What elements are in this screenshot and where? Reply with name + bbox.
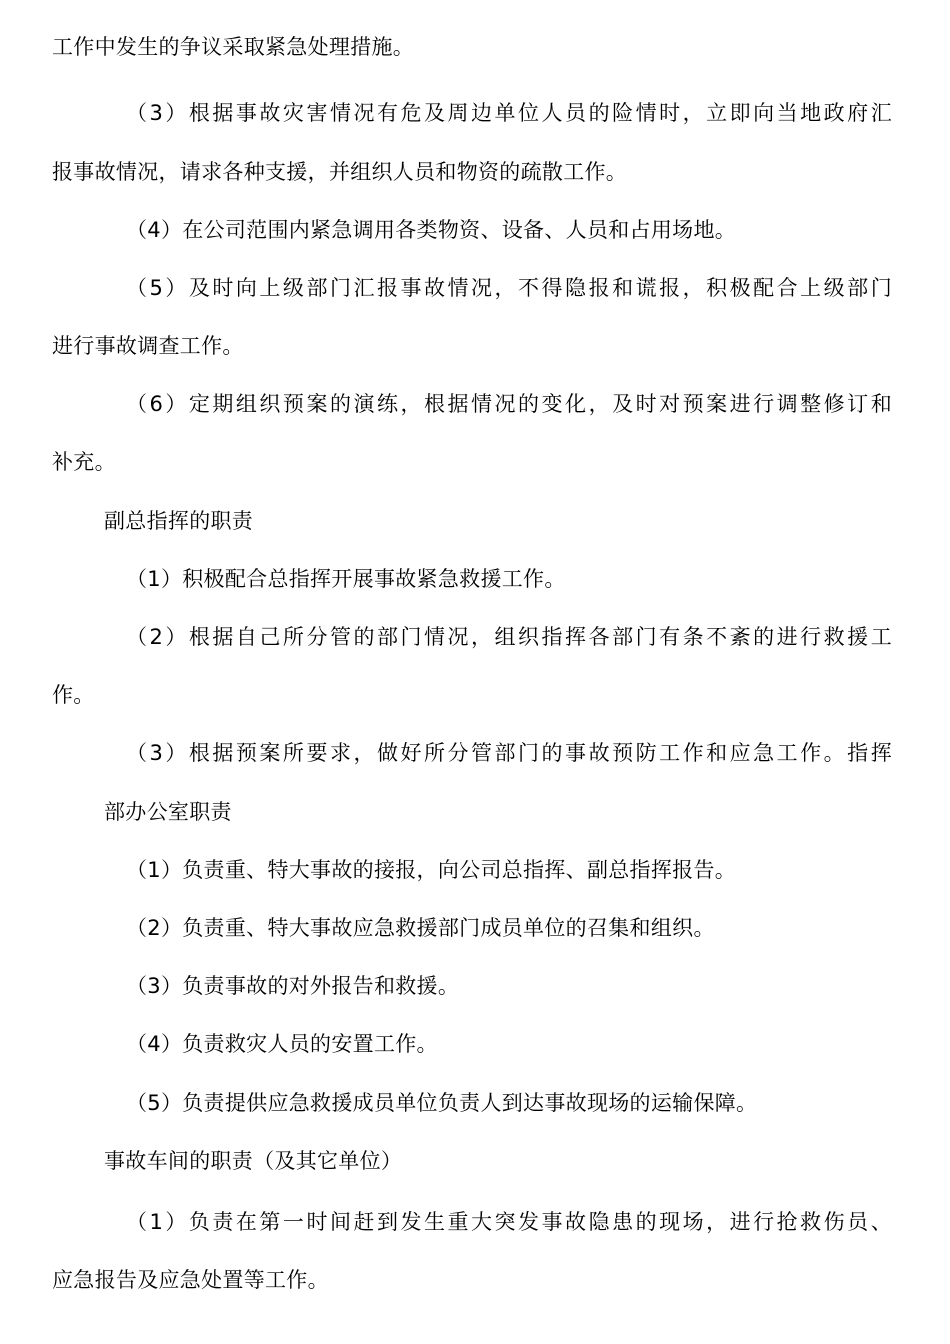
text-line: 进行事故调查工作。: [52, 334, 244, 358]
text-line: （2）根据自己所分管的部门情况，组织指挥各部门有条不紊的进行救援工: [126, 625, 892, 649]
text-line: （5）负责提供应急救援成员单位负责人到达事故现场的运输保障。: [126, 1091, 758, 1115]
text-line: 补充。: [52, 450, 116, 474]
text-line: （6）定期组织预案的演练，根据情况的变化，及时对预案进行调整修订和: [126, 392, 892, 416]
section-heading: 部办公室职责: [104, 800, 232, 824]
text-line: （2）负责重、特大事故应急救援部门成员单位的召集和组织。: [126, 916, 715, 940]
text-line: （1）负责在第一时间赶到发生重大突发事故隐患的现场，进行抢救伤员、: [126, 1210, 892, 1234]
text-line: （4）在公司范围内紧急调用各类物资、设备、人员和占用场地。: [126, 218, 737, 242]
text-line: （1）积极配合总指挥开展事故紧急救援工作。: [126, 567, 566, 591]
section-heading: 事故车间的职责（及其它单位）: [104, 1149, 403, 1173]
text-line: 作。: [52, 683, 95, 707]
text-line: 报事故情况，请求各种支援，并组织人员和物资的疏散工作。: [52, 160, 628, 184]
text-line: 工作中发生的争议采取紧急处理措施。: [52, 35, 415, 59]
text-line: （3）根据事故灾害情况有危及周边单位人员的险情时，立即向当地政府汇: [126, 101, 892, 125]
section-heading: 副总指挥的职责: [104, 509, 254, 533]
text-line: （3）根据预案所要求，做好所分管部门的事故预防工作和应急工作。指挥: [126, 741, 892, 765]
text-line: 应急报告及应急处置等工作。: [52, 1268, 329, 1292]
text-line: （1）负责重、特大事故的接报，向公司总指挥、副总指挥报告。: [126, 858, 737, 882]
text-line: （3）负责事故的对外报告和救援。: [126, 974, 460, 998]
text-line: （4）负责救灾人员的安置工作。: [126, 1032, 438, 1056]
text-line: （5）及时向上级部门汇报事故情况，不得隐报和谎报，积极配合上级部门: [126, 276, 892, 300]
